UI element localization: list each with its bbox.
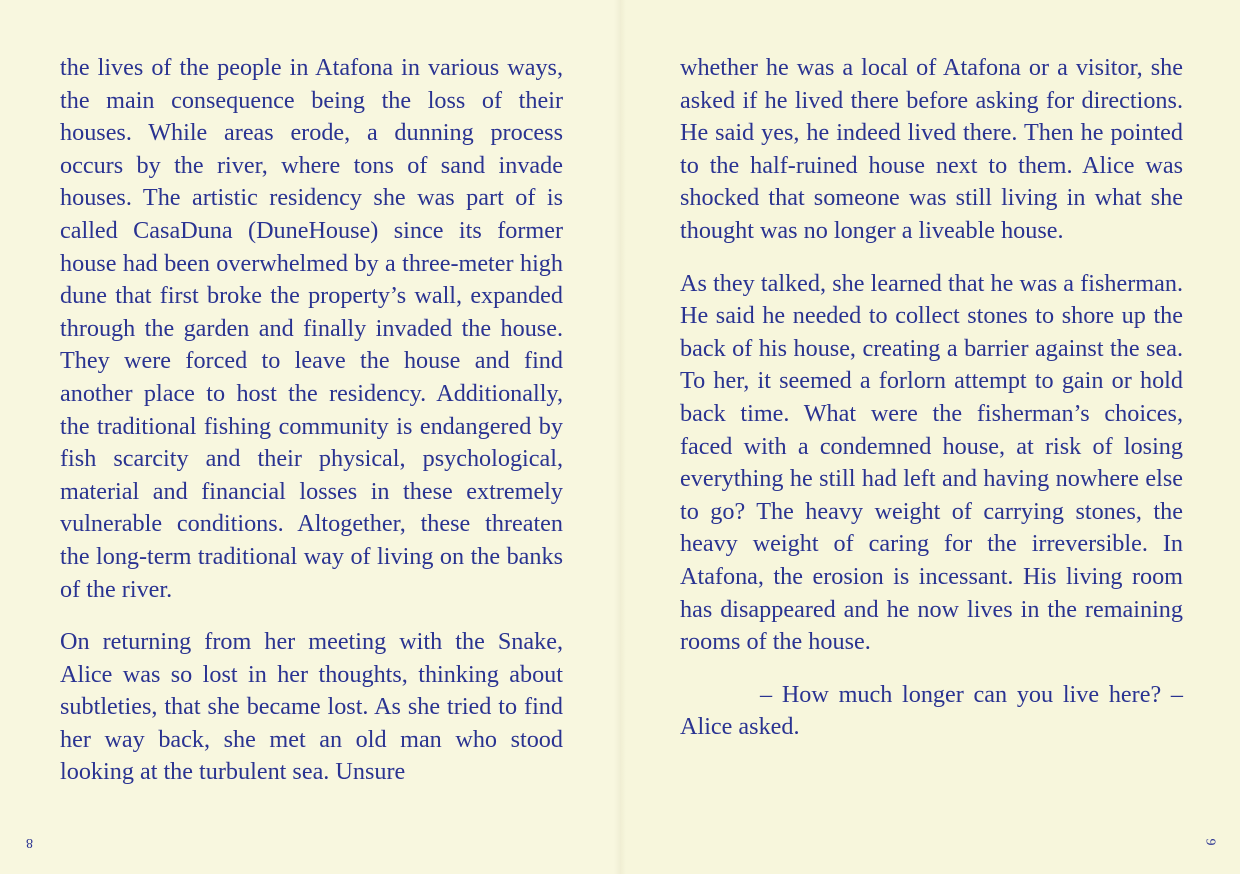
book-gutter [614,0,626,874]
right-page [620,0,1240,874]
body-paragraph: whether he was a local of Atafona or a visitor, she asked if he lived there before asking for directions. He said yes, he indeed lived there. Then he pointed to the half-ruined house next to them. Alice was shocked that someone was still living in what she thought was no longer a liveable house. [680,54,1183,244]
page-number: 9 [1202,838,1218,846]
page-number: 8 [26,835,33,850]
body-paragraph: As they talked, she learned that he was a fisherman. He said he needed to collect stones to shore up the back of his house, creating a barrier against the sea. To her, it seemed a forlorn attempt to gain or hold back time. What were the fisherman’s choices, faced with a condemned house, at risk of losing everything he still had left and having nowhere else to go? The heavy weight of carrying stones, the heavy weight of caring for the irreversible. In Atafona, the erosion is incessant. His living room has disappeared and he now lives in the remaining rooms of the house. [680,269,1183,656]
body-paragraph: the lives of the people in Atafona in various ways, the main consequence being the loss of their houses. While areas erode, a dunning process occurs by the river, where tons of sand invade houses. The artistic residency she was part of is called CasaDuna (DuneHouse) since its former house had been overwhelmed by a three-meter high dune that first broke the property’s wall, expanded through the garden and finally invaded the house. They were forced to leave the house and find another place to host the residency. Additionally, the traditional fishing community is endangered by fish scarcity and their physical, psychological, material and financial losses in these extremely vulnerable conditions. Altogether, these threaten the long-term traditional way of living on the banks of the river. [60,54,563,603]
dialogue-paragraph: – How much longer can you live here? – Alice asked. [680,680,1183,741]
left-text-column [60,52,563,809]
body-paragraph: On returning from her meeting with the Snake, Alice was so lost in her thoughts, thinking about subtleties, that she became lost. As she tried to find her way back, she met an old man who stood looking at the turbulent sea. Unsure [60,628,563,786]
right-text-column [680,52,1183,764]
